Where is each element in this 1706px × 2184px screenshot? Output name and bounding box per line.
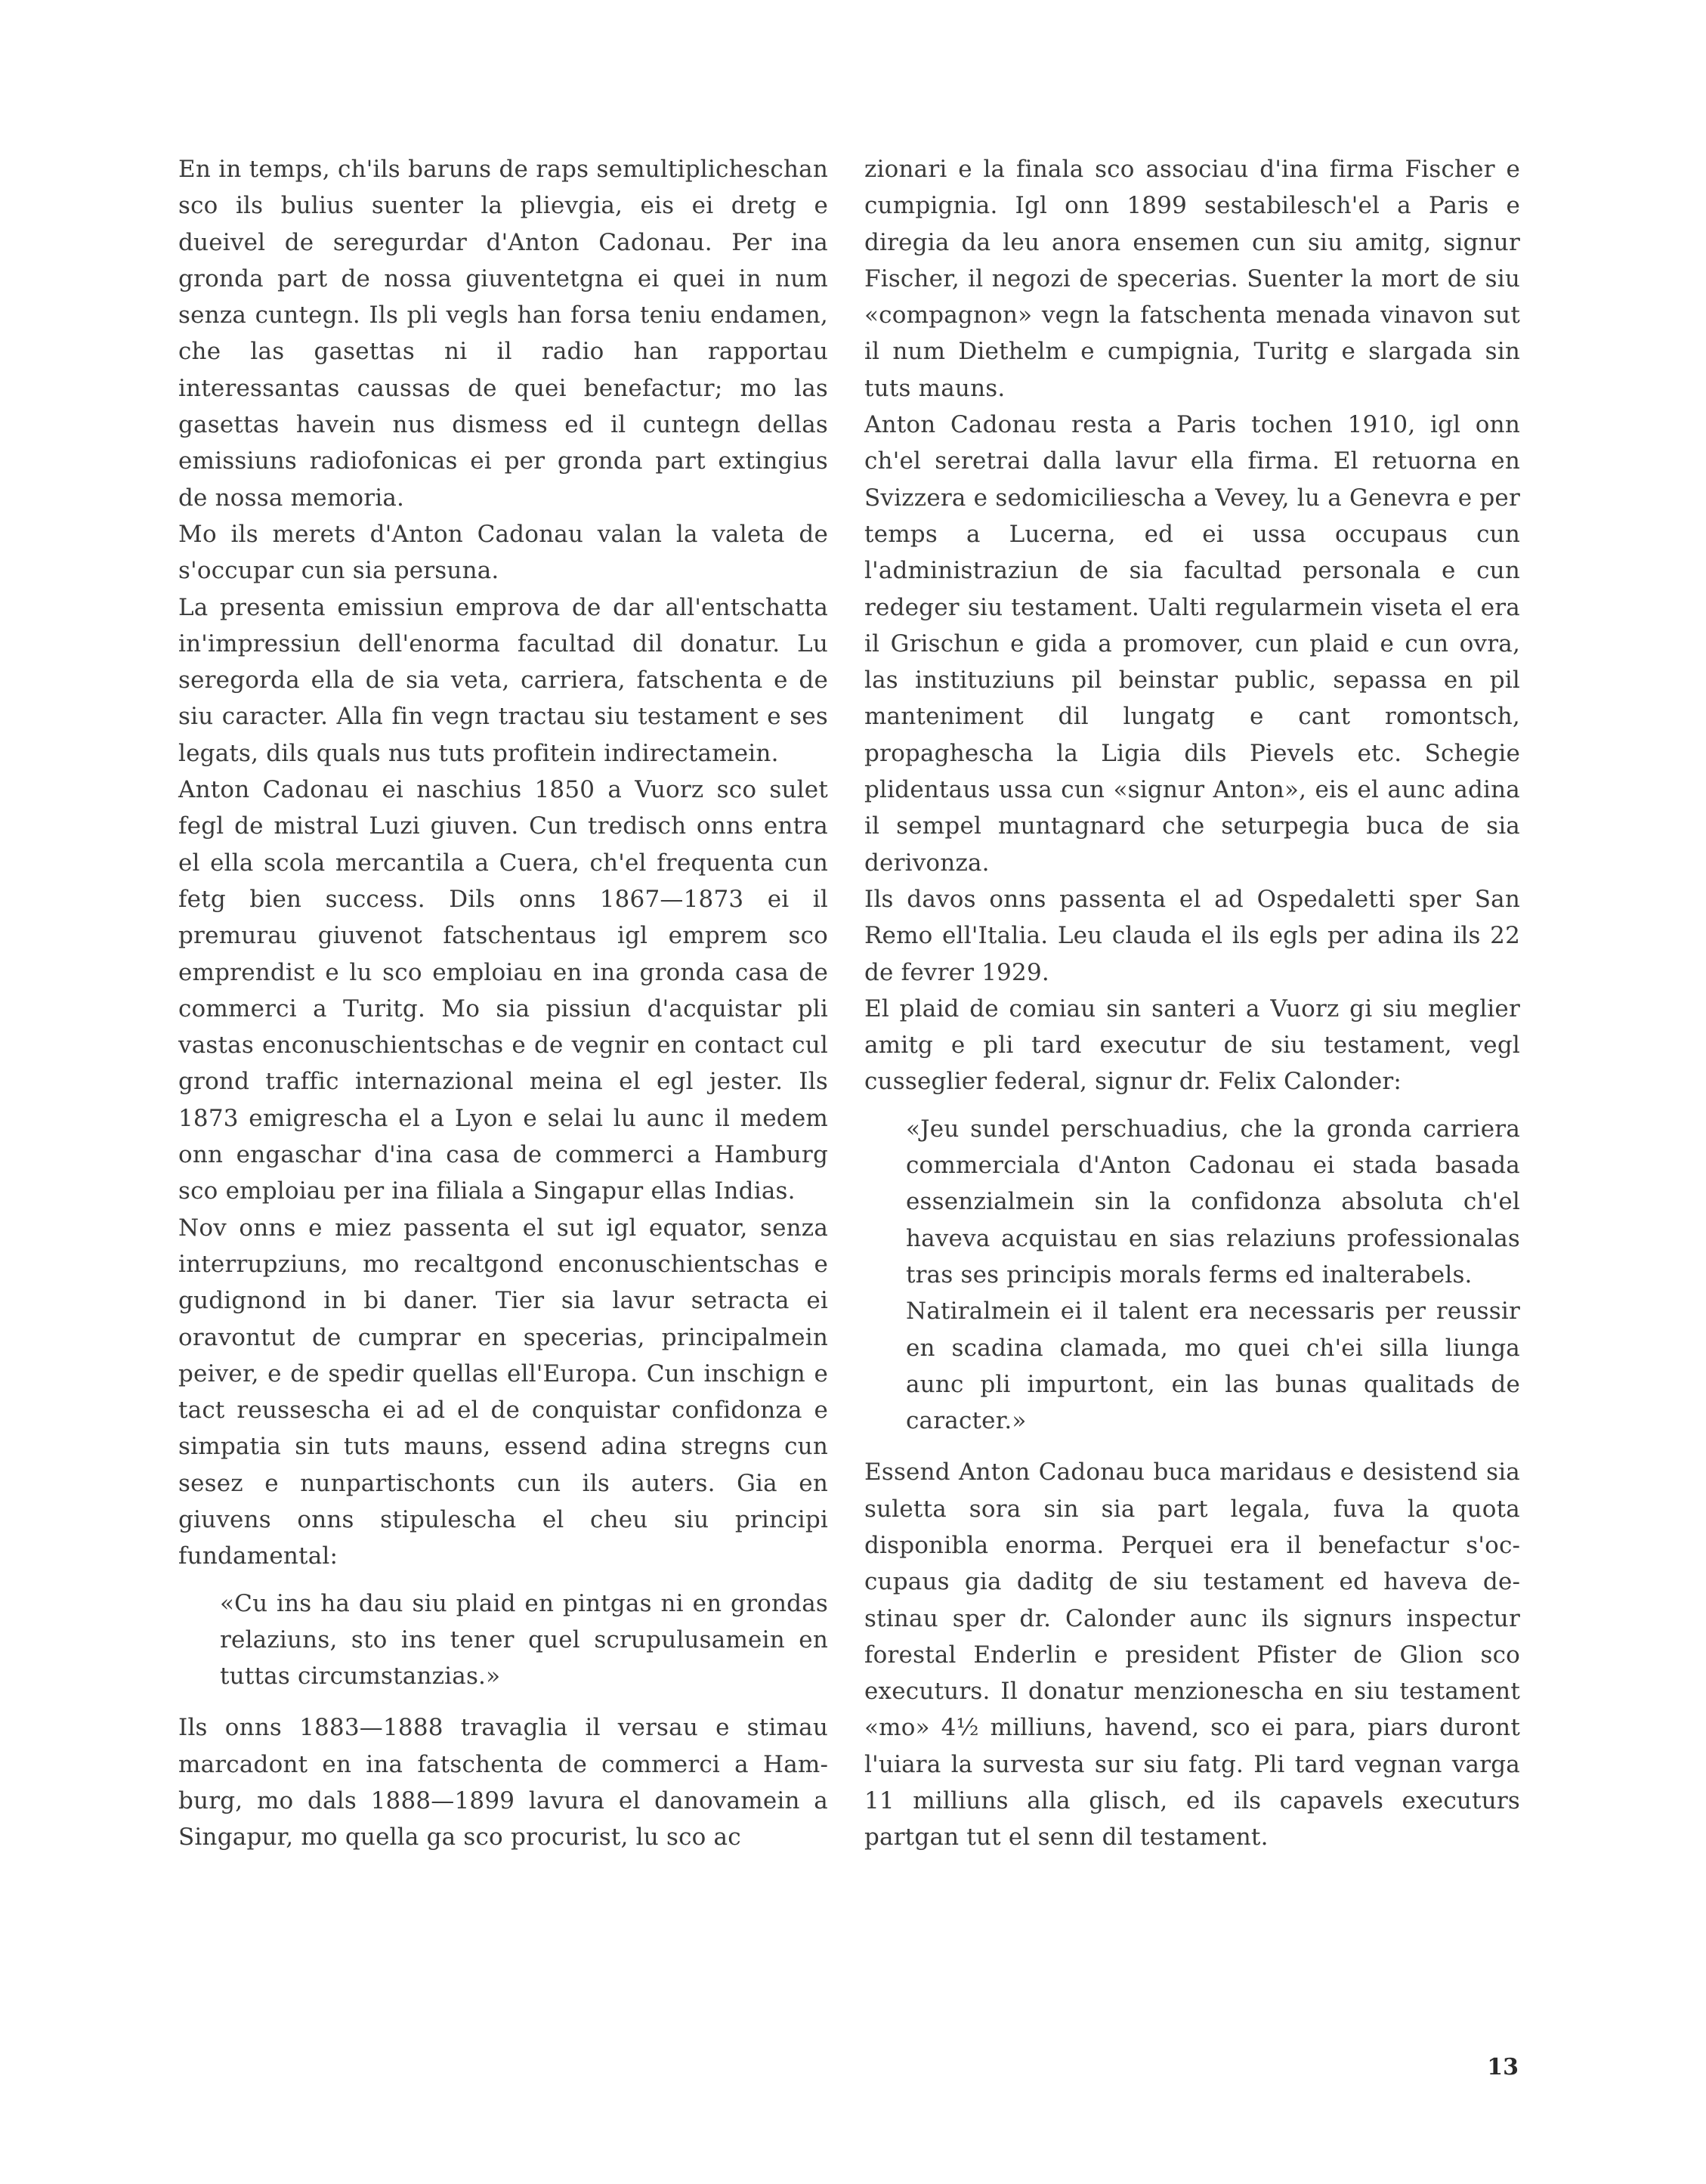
paragraph: Ils davos onns passenta el ad Ospedaletti sper San Remo ell'Italia. Leu clauda el ils egls per adina ils 22 de fevrer 1929. <box>864 885 1520 986</box>
paragraph: Mo ils merets d'Anton Cadonau valan la valeta de s'occupar cun sia persuna. <box>178 520 828 585</box>
paragraph: zionari e la finala sco associau d'ina firma Fischer e cumpignia. Igl onn 1899 sestabilesch'el a Paris e diregia da leu anora ensemen cun siu amitg, signur Fischer, il negozi de specerias. Suenter la mort de siu «compagnon» vegn la fatschenta menada vinavon sut il num Diethelm e cumpignia, Turitg e slargada sin tuts mauns. <box>864 156 1520 402</box>
paragraph: El plaid de comiau sin santeri a Vuorz gi siu meglier amitg e pli tard executur de siu testament, vegl cusseglier federal, signur dr. Felix Calonder: <box>864 995 1520 1096</box>
left-column <box>178 151 828 1856</box>
right-column <box>864 151 1520 1856</box>
paragraph: Essend Anton Cadonau buca maridaus e desistend sia suletta sora sin sia part legala, fuva la quota disponibla enorma. Perquei era il benefactur s'occupaus gia daditg de siu testament ed haveva destinau sper dr. Calonder aunc ils signurs inspectur forestal Enderlin e president Pfister de Glion sco executurs. Il donatur menzionescha en siu testament «mo» 4½ milliuns, havend, sco ei para, piars duront l'uiara la survesta sur siu fatg. Pli tard vegnan varga 11 milliuns alla glisch, ed ils capavels executurs partgan tut el senn dil testament. <box>864 1459 1520 1851</box>
paragraph: Anton Cadonau resta a Paris tochen 1910, igl onn ch'el seretrai dalla lavur ella firma. El retuorna en Svizzera e sedomiciliescha a Vevey, lu a Genevra e per temps a Lucerna, ed ei ussa occupaus cun l'administraziun de sia facultad personala e cun redeger siu testament. Ualti regularmein viseta el era il Grischun e gida a promover, cun plaid e cun ovra, las instituziuns pil beinstar public, sepassa en pil manteniment dil lungatg e cant romontsch, propaghescha la Ligia dils Pievels etc. Schegie plidentaus ussa cun «signur Anton», eis el aunc adina il sempel muntagnard che seturpegia buca de sia derivonza. <box>864 411 1520 877</box>
block-quote-continued: Natiralmein ei il talent era necessaris per reussir en scadina clamada, mo quei ch'ei silla liunga aunc pli impurtont, ein las bunas qualitads de caracter.» <box>906 1298 1520 1435</box>
paragraph: Ils onns 1883—1888 travaglia il versau e stimau marcadont en ina fatschenta de commerci a Hamburg, mo dals 1888—1899 lavura el danovamein a Singapur, mo quella ga sco procurist, lu sco ac <box>178 1714 828 1851</box>
paragraph: En in temps, ch'ils baruns de raps semultiplicheschan sco ils bulius suenter la plievgia, eis ei dretg e dueivel de seregurdar d'Anton Cadonau. Per ina gronda part de nossa giuventetgna ei quei in num senza cuntegn. Ils pli vegls han forsa teniu endamen, che las gasettas ni il radio han rapportau interessantas caussas de quei benefactur; mo las gasettas havein nus dismess ed il cuntegn dellas emissiuns radiofonicas ei per gronda part extingius de nossa memoria. <box>178 156 828 512</box>
paragraph: Anton Cadonau ei naschius 1850 a Vuorz sco sulet fegl de mistral Luzi giuven. Cun tredisch onns entra el ella scola mercantila a Cuera, ch'el frequenta cun fetg bien success. Dils onns 1867—1873 ei il premurau giuvenot fatschentaus igl emprem sco emprendist e lu sco emploiau en ina gronda casa de commerci a Turitg. Mo sia pissiun d'acquistar pli vastas enconuschientschas e de vegnir en contact cul grond traffic internazional meina el egl jester. Ils 1873 emigrescha el a Lyon e selai lu aunc il medem onn engaschar d'ina casa de commerci a Hamburg sco emploiau per ina filiala a Singapur ellas Indias. <box>178 776 828 1205</box>
block-quote: «Cu ins ha dau siu plaid en pintgas ni en grondas relaziuns, sto ins tener quel scrupulusamein en tuttas circumstanzias.» <box>220 1589 828 1691</box>
paragraph: La presenta emissiun emprova de dar all'entschatta in'impressiun dell'enorma facultad dil donatur. Lu seregorda ella de sia veta, carriera, fatschenta e de siu caracter. Alla fin vegn tractau siu testament e ses legats, dils quals nus tuts profitein indirectamein. <box>178 593 828 767</box>
page-number: 13 <box>1487 2054 1519 2080</box>
paragraph: Nov onns e miez passenta el sut igl equator, senza interrupziuns, mo recaltgond enconuschientschas e gudignond in bi daner. Tier sia lavur setracta ei oravontut de cumprar en specerias, principalmein peiver, e de spedir quellas ell'Europa. Cun inschign e tact reussescha ei ad el de conquistar confidonza e simpatia sin tuts mauns, essend adina stregns cun sesez e nunpartischonts cun ils auters. Gia en giuvens onns stipulescha el cheu siu principi fundamental: <box>178 1214 828 1570</box>
block-quote: «Jeu sundel perschuadius, che la gronda carriera commerciala d'Anton Cadonau ei stada basada essenzialmein sin la confidonza absoluta ch'el haveva acquistau en sias relaziuns professionalas tras ses principis morals ferms ed inalterabels. <box>906 1115 1520 1288</box>
